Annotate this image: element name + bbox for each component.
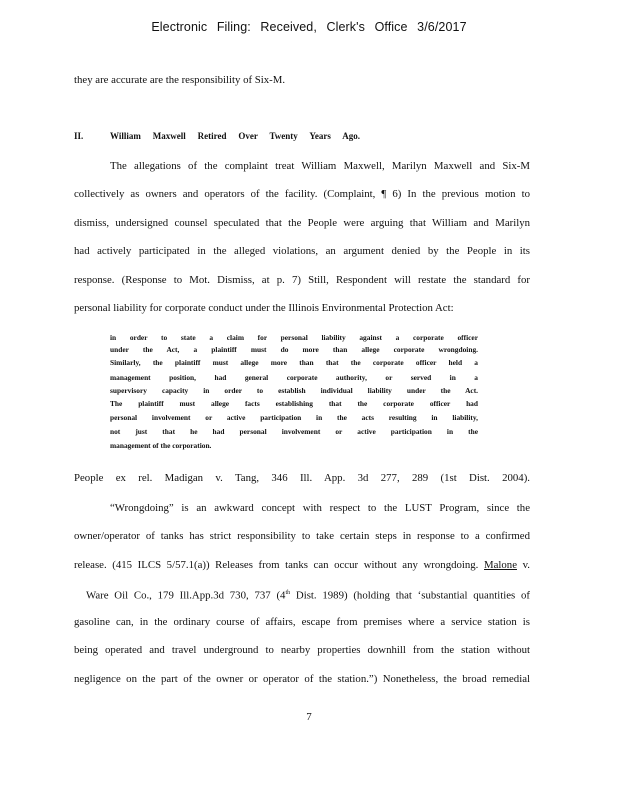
block-quote-line: under the Act, a plaintiff must do more than allege corporate wrongdoing.: [110, 345, 478, 354]
paragraph-line: “Wrongdoing” is an awkward concept with respect to the LUST Program, since the: [110, 502, 530, 514]
block-quote-line: management position, had general corporate authority, or served in a: [110, 373, 478, 382]
paragraph-line: owner/operator of tanks has strict responsibility to take certain steps in response to a confirmed: [74, 530, 530, 542]
case-name: Malone: [484, 559, 517, 571]
block-quote-line: Similarly, the plaintiff must allege more than that the corporate officer held a: [110, 358, 478, 367]
paragraph-line: response. (Response to Mot. Dismiss, at p. 7) Still, Respondent will restate the standard for: [74, 274, 530, 286]
paragraph-line: [74, 558, 530, 572]
paragraph-line: The allegations of the complaint treat William Maxwell, Marilyn Maxwell and Six-M: [110, 160, 530, 172]
block-quote-line: management of the corporation.: [110, 441, 212, 450]
block-quote-line: not just that he had personal involvement or active participation in the: [110, 427, 478, 436]
ordinal-suffix: th: [285, 590, 291, 596]
page-number: 7: [306, 711, 312, 723]
block-quote-line: in order to state a claim for personal liability against a corporate officer: [110, 333, 478, 342]
block-quote-line: personal involvement or active participation in the acts resulting in liability,: [110, 413, 478, 422]
paragraph-line: being operated and travel underground to nearby properties downhill from the station without: [74, 644, 530, 656]
filing-header: Electronic Filing: Received, Clerk's Office 3/6/2017: [151, 20, 467, 34]
paragraph-line: gasoline can, in the ordinary course of affairs, escape from premises where a service station is: [74, 616, 530, 628]
paragraph-line: negligence on the part of the owner or operator of the station.”) Nonetheless, the broad remedial: [74, 673, 530, 685]
paragraph-text: Ware Oil Co., 179 Ill.App.3d 730, 737 (4: [86, 589, 286, 602]
paragraph-text: release. (415 ILCS 5/57.1(a)) Releases from tanks can occur without any wrongdoing.: [74, 559, 479, 571]
versus-abbrev: v.: [522, 559, 530, 571]
intro-line: they are accurate are the responsibility of Six-M.: [74, 74, 286, 86]
block-quote-line: The plaintiff must allege facts establishing that the corporate officer had: [110, 399, 478, 408]
paragraph-line: personal liability for corporate conduct under the Illinois Environmental Protection Act:: [74, 302, 454, 314]
block-quote-line: supervisory capacity in order to establish individual liability under the Act.: [110, 386, 478, 395]
paragraph-line: had actively participated in the alleged violations, an argument denied by the People in its: [74, 245, 530, 257]
section-title: William Maxwell Retired Over Twenty Years Ago.: [110, 131, 360, 141]
paragraph-text: Dist. 1989) (holding that ‘substantial quantities of: [290, 589, 530, 602]
paragraph-line: collectively as owners and operators of the facility. (Complaint, ¶ 6) In the previous motion to: [74, 188, 530, 200]
paragraph-line: [86, 586, 530, 603]
paragraph-line: dismiss, undersigned counsel speculated that the People were arguing that William and Marilyn: [74, 217, 530, 229]
section-number: II.: [74, 131, 84, 141]
case-citation: People ex rel. Madigan v. Tang, 346 Ill. App. 3d 277, 289 (1st Dist. 2004).: [74, 472, 530, 484]
